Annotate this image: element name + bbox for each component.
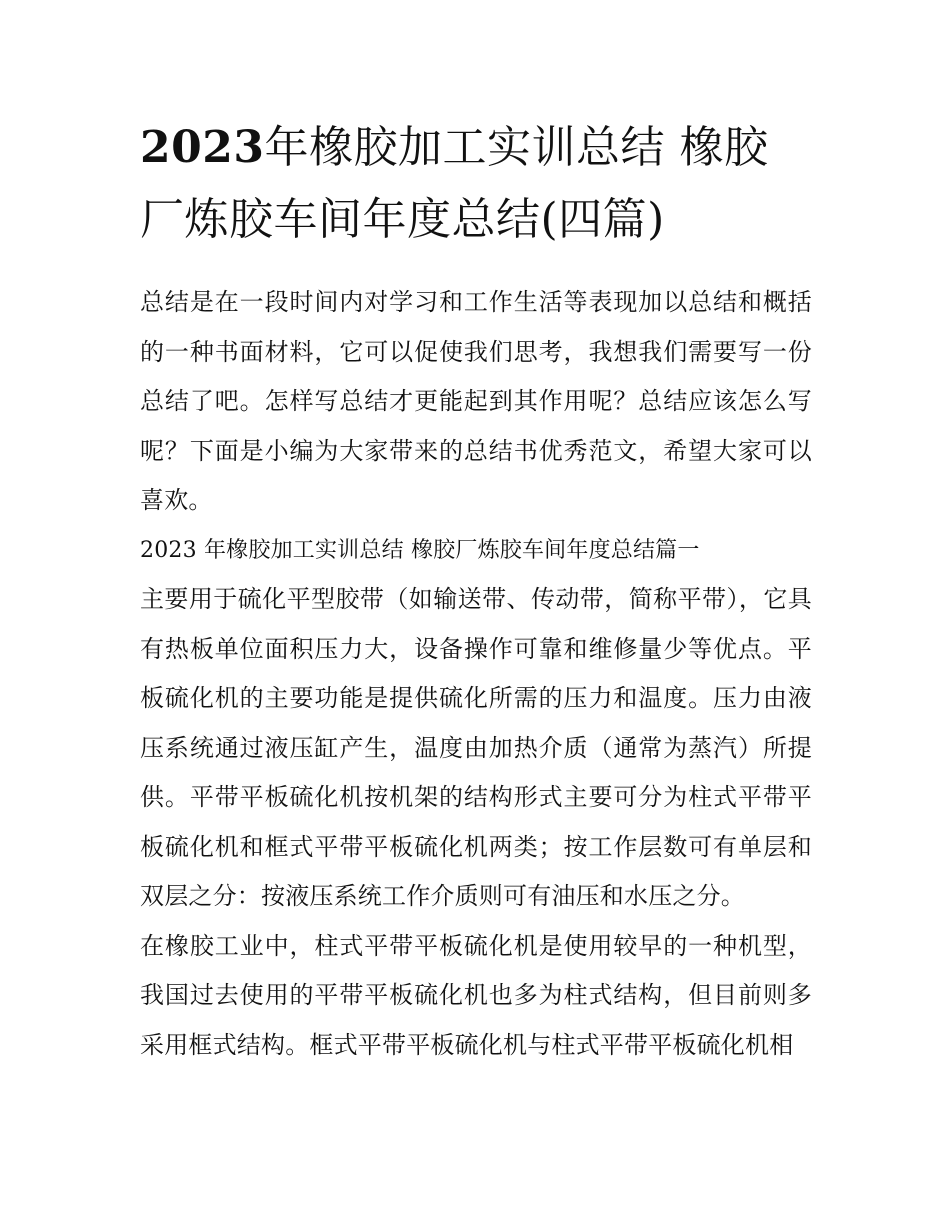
title-year: 2023 bbox=[140, 122, 265, 173]
intro-paragraph: 总结是在一段时间内对学习和工作生活等表现加以总结和概括的一种书面材料，它可以促使我们思考，我想我们需要写一份总结了吧。怎样写总结才更能起到其作用呢？总结应该怎么写呢？下面是小编为大家带来的总结书优秀范文，希望大家可以喜欢。 bbox=[140, 288, 812, 514]
document-title bbox=[140, 112, 812, 256]
section-paragraph-2: 在橡胶工业中，柱式平带平板硫化机是使用较早的一种机型，我国过去使用的平带平板硫化机也多为柱式结构，但目前则多采用框式结构。框式平带平板硫化机与柱式平带平板硫化机相 bbox=[140, 931, 812, 1059]
document-body bbox=[140, 278, 812, 1070]
section-paragraph-1: 主要用于硫化平型胶带（如输送带、传动带，简称平带），它具有热板单位面积压力大，设备操作可靠和维修量少等优点。平板硫化机的主要功能是提供硫化所需的压力和温度。压力由液压系统通过液压缸产生，温度由加热介质（通常为蒸汽）所提供。平带平板硫化机按机架的结构形式主要可分为柱式平带平板硫化机和框式平带平板硫化机两类；按工作层数可有单层和双层之分：按液压系统工作介质则可有油压和水压之分。 bbox=[140, 585, 812, 910]
title-text: 年橡胶加工实训总结 橡胶厂炼胶车间年度总结(四篇) bbox=[140, 122, 769, 245]
document-page bbox=[140, 112, 812, 1070]
section-heading: 2023 年橡胶加工实训总结 橡胶厂炼胶车间年度总结篇一 bbox=[140, 537, 700, 563]
